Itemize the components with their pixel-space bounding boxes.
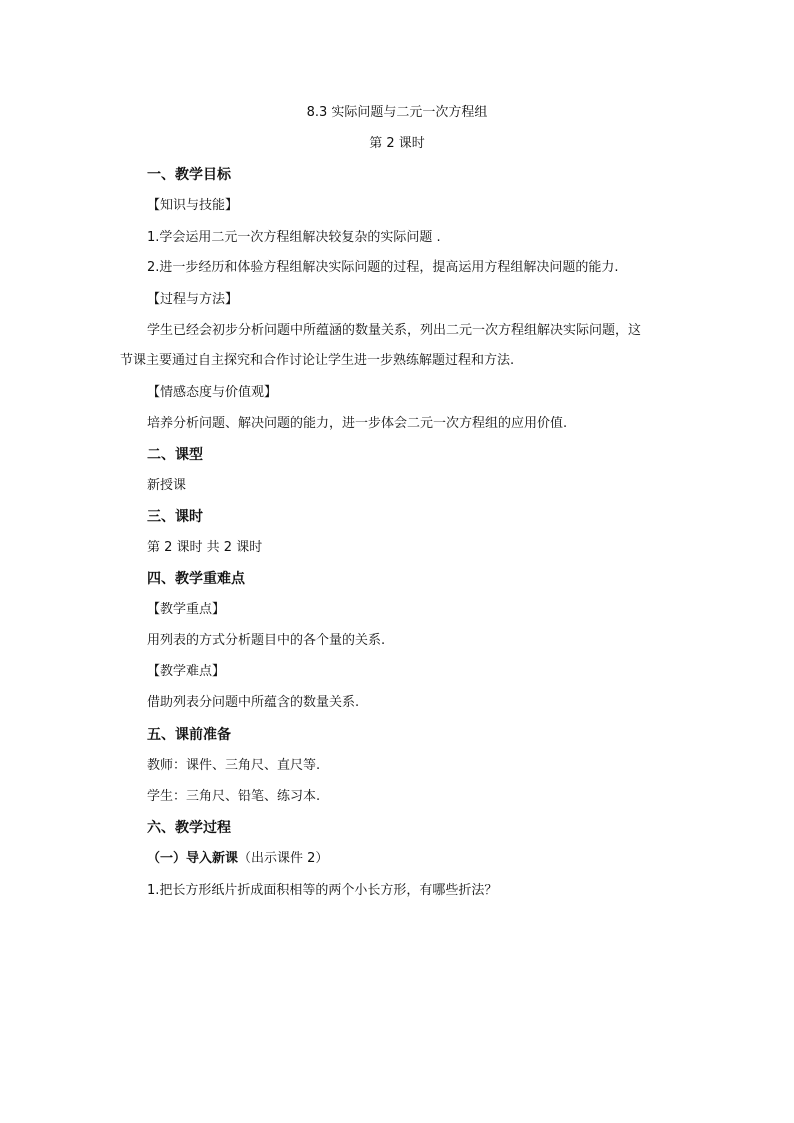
periods-text: 第 2 课时 共 2 课时 (147, 540, 263, 555)
document-subtitle: 第 2 课时 (369, 136, 425, 151)
section-heading-key-difficult: 四、教学重难点 (147, 571, 245, 587)
difficult-point-label: 【教学难点】 (147, 664, 226, 679)
section-heading-preparation: 五、课前准备 (147, 727, 231, 743)
section-heading-periods: 三、课时 (147, 509, 203, 525)
document-title: 8.3 实际问题与二元一次方程组 (306, 105, 488, 120)
key-point-label: 【教学重点】 (147, 602, 226, 617)
knowledge-item-1: 1.学会运用二元一次方程组解决较复杂的实际问题 . (147, 230, 441, 245)
process-subheading-title: （一）导入新课 (147, 851, 239, 866)
process-label: 【过程与方法】 (147, 292, 239, 307)
key-point-text: 用列表的方式分析题目中的各个量的关系. (147, 633, 386, 648)
process-text-line-1: 学生已经会初步分析问题中所蕴涵的数量关系，列出二元一次方程组解决实际问题，这 (147, 323, 642, 338)
emotion-label: 【情感态度与价值观】 (147, 385, 278, 400)
knowledge-label: 【知识与技能】 (147, 198, 239, 213)
preparation-student: 学生：三角尺、铅笔、练习本. (147, 789, 321, 804)
difficult-point-text: 借助列表分问题中所蕴含的数量关系. (147, 695, 360, 710)
process-subheading-note: （出示课件 2） (238, 851, 329, 866)
process-subheading (147, 850, 328, 868)
process-item-1: 1.把长方形纸片折成面积相等的两个小长方形，有哪些折法？ (147, 883, 498, 898)
section-heading-process: 六、教学过程 (147, 820, 231, 836)
lesson-type-text: 新授课 (147, 478, 187, 493)
section-heading-objectives: 一、教学目标 (147, 167, 231, 183)
emotion-text: 培养分析问题、解决问题的能力，进一步体会二元一次方程组的应用价值. (147, 416, 568, 431)
section-heading-lesson-type: 二、课型 (147, 447, 203, 463)
process-text-line-2: 节课主要通过自主探究和合作讨论让学生进一步熟练解题过程和方法. (120, 353, 515, 368)
preparation-teacher: 教师：课件、三角尺、直尺等. (147, 758, 321, 773)
knowledge-item-2: 2.进一步经历和体验方程组解决实际问题的过程，提高运用方程组解决问题的能力. (147, 260, 619, 275)
